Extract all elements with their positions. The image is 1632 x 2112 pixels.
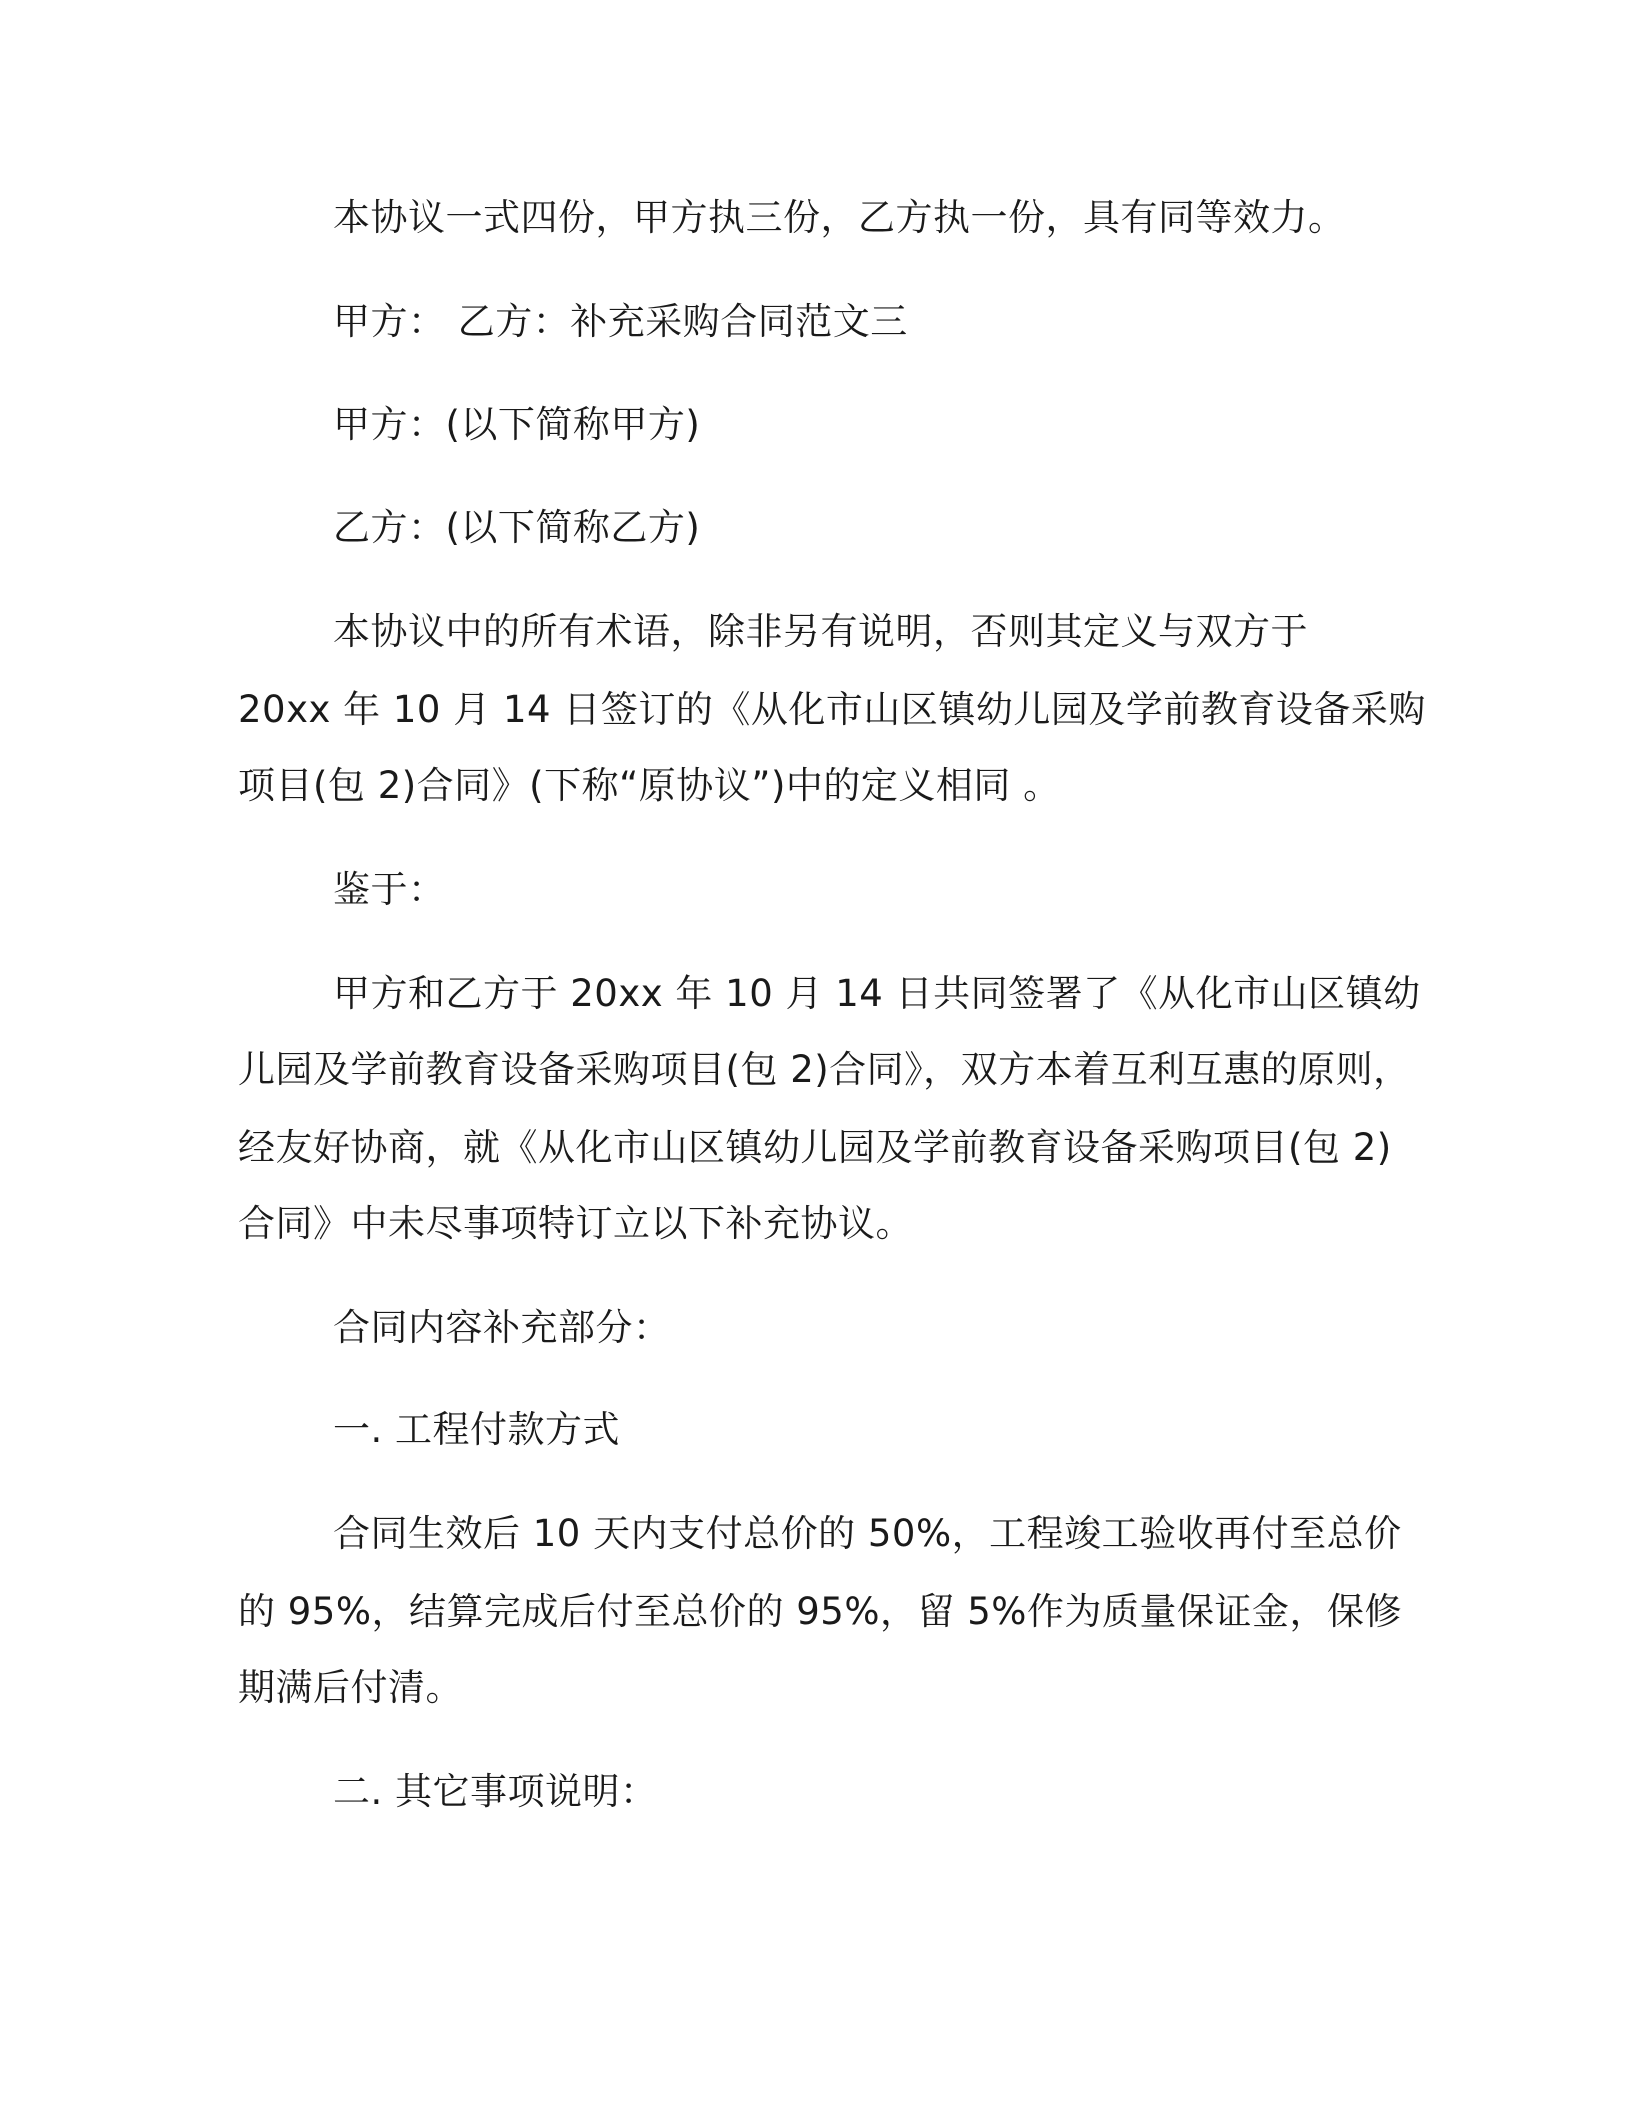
paragraph-copies: 本协议一式四份，甲方执三份，乙方执一份，具有同等效力。 (333, 196, 1346, 239)
paragraph-recital-line-1: 甲方和乙方于 20xx 年 10 月 14 日共同签署了《从化市山区镇幼 (333, 972, 1421, 1015)
paragraph-definitions-line-1: 本协议中的所有术语，除非另有说明，否则其定义与双方于 (333, 610, 1308, 653)
paragraph-party-b: 乙方：(以下简称乙方) (333, 506, 701, 549)
paragraph-definitions-line-3: 项目(包 2)合同》(下称“原协议”)中的定义相同 。 (238, 764, 1061, 807)
paragraph-supplement-heading: 合同内容补充部分： (333, 1306, 671, 1349)
paragraph-definitions-line-2: 20xx 年 10 月 14 日签订的《从化市山区镇幼儿园及学前教育设备采购 (238, 688, 1426, 731)
paragraph-recital-line-2: 儿园及学前教育设备采购项目(包 2)合同》，双方本着互利互惠的原则， (238, 1048, 1411, 1091)
section-heading-payment: 一. 工程付款方式 (333, 1408, 621, 1451)
paragraph-payment-line-1: 合同生效后 10 天内支付总价的 50%，工程竣工验收再付至总价 (333, 1512, 1402, 1555)
paragraph-payment-line-3: 期满后付清。 (238, 1666, 463, 1709)
paragraph-parties-title: 甲方： 乙方：补充采购合同范文三 (333, 300, 908, 343)
paragraph-recital-line-4: 合同》中未尽事项特订立以下补充协议。 (238, 1202, 913, 1245)
paragraph-whereas: 鉴于： (333, 868, 446, 911)
paragraph-recital-line-3: 经友好协商，就《从化市山区镇幼儿园及学前教育设备采购项目(包 2) (238, 1126, 1392, 1169)
paragraph-payment-line-2: 的 95%，结算完成后付至总价的 95%，留 5%作为质量保证金，保修 (238, 1590, 1402, 1633)
section-heading-other: 二. 其它事项说明： (333, 1770, 658, 1813)
paragraph-party-a: 甲方：(以下简称甲方) (333, 403, 701, 446)
